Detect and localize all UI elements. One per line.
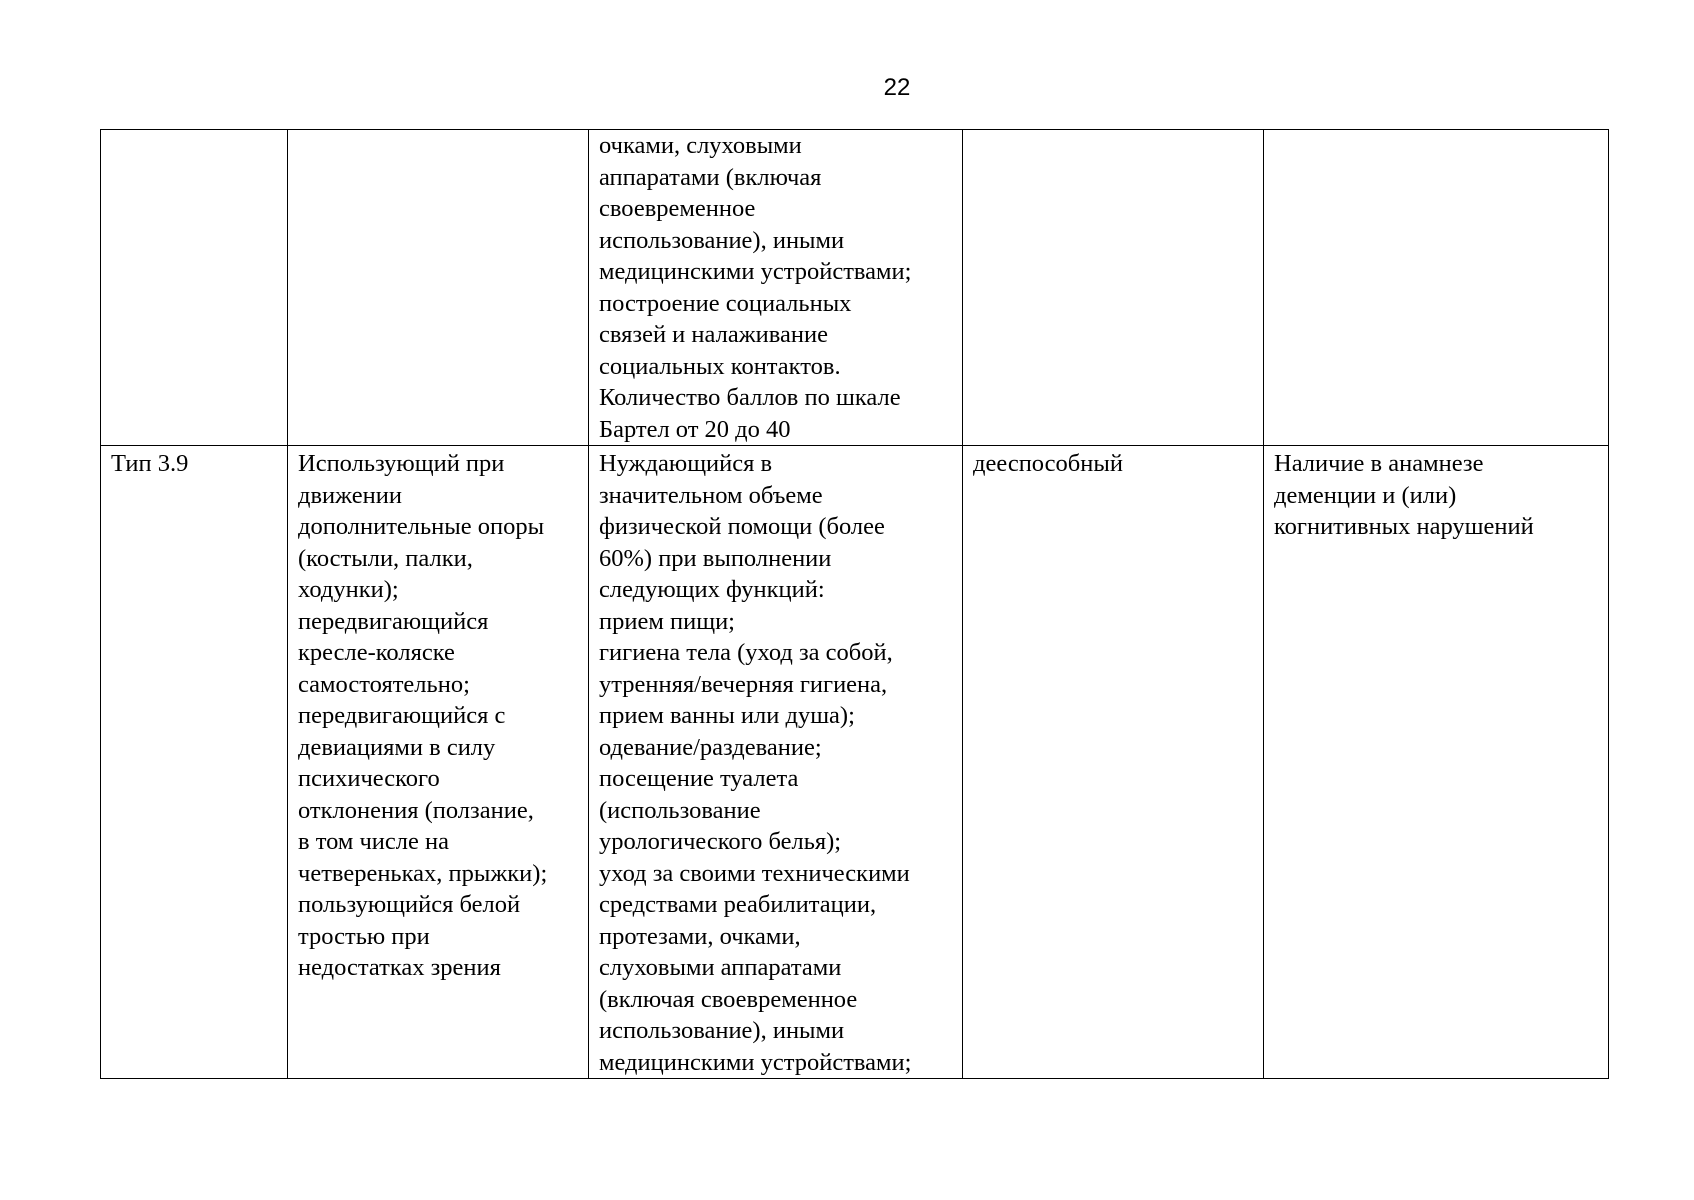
cell-type: Тип 3.9 [101, 446, 288, 1079]
table-row [101, 446, 1609, 1079]
table-row [101, 130, 1609, 446]
cell-movement [288, 130, 589, 446]
cell-assistance: очками, слуховыми аппаратами (включая своевременное использование), иными медицинскими устройствами; построение социальных связей и налаживание социальных контактов. Количество баллов по шкале Бартел от 20 до 40 [589, 130, 963, 446]
page-number: 22 [883, 74, 911, 101]
cell-notes: Наличие в анамнезе деменции и (или) когнитивных нарушений [1264, 446, 1609, 1079]
cell-notes [1264, 130, 1609, 446]
cell-type [101, 130, 288, 446]
cell-capacity [963, 130, 1264, 446]
cell-assistance: Нуждающийся в значительном объеме физической помощи (более 60%) при выполнении следующих функций: прием пищи; гигиена тела (уход за собой, утренняя/вечерняя гигиена, прием ванны или душа); одевание/раздевание; посещение туалета (использование урологического белья); уход за своими техническими средствами реабилитации, протезами, очками, слуховыми аппаратами (включая своевременное использование), иными медицинскими устройствами; [589, 446, 963, 1079]
document-table [100, 129, 1609, 1079]
cell-capacity: дееспособный [963, 446, 1264, 1079]
cell-movement: Использующий при движении дополнительные опоры (костыли, палки, ходунки); передвигающийся кресле-коляске самостоятельно; передвигающийся с девиациями в силу психического отклонения (ползание, в том числе на четвереньках, прыжки); пользующийся белой тростью при недостатках зрения [288, 446, 589, 1079]
